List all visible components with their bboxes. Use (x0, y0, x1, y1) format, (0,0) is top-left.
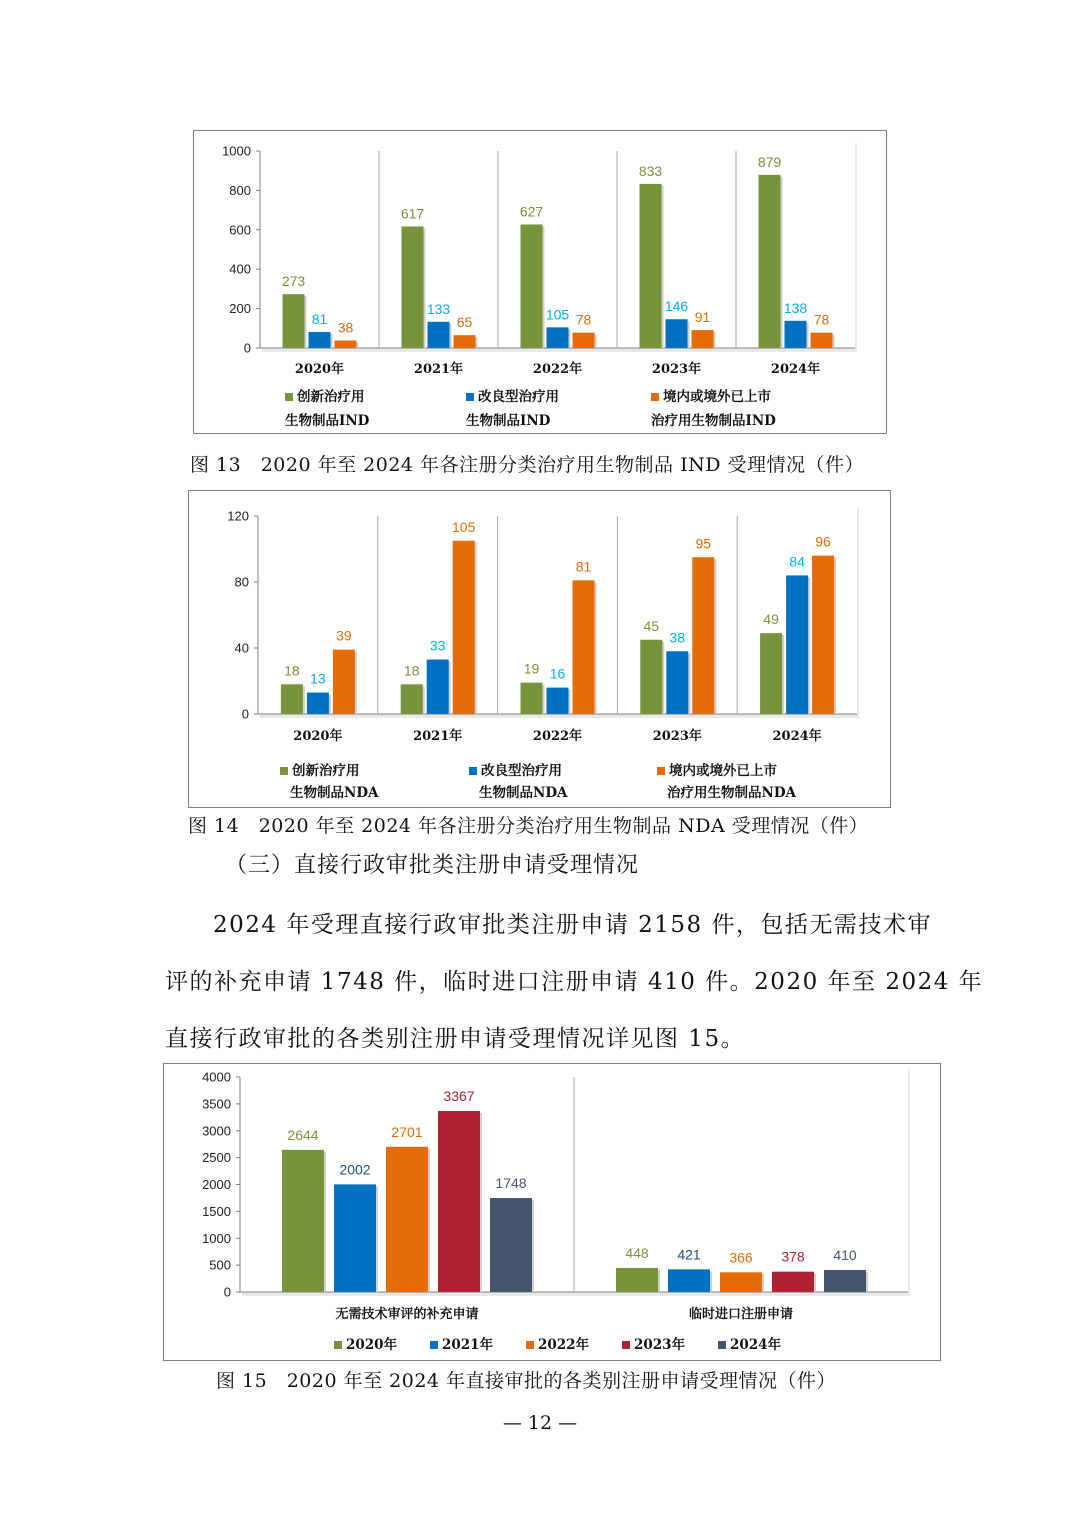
chart-14-legend-swatch (469, 767, 477, 775)
chart-14-data-label: 49 (763, 611, 779, 628)
chart-15-bar (282, 1150, 324, 1292)
chart-15-box (163, 1063, 941, 1361)
chart-15-legend-label: 2023年 (634, 1337, 686, 1353)
chart-13-data-label: 138 (783, 299, 808, 316)
chart-13-category-label: 2020年 (294, 362, 345, 377)
chart-15-y-tick-label: 1500 (202, 1203, 231, 1219)
chart-14-bar (786, 575, 808, 714)
chart-15-bar (772, 1272, 814, 1292)
chart-14-box (188, 490, 891, 808)
chart-13-bar (811, 333, 833, 348)
paragraph-line-2: 评的补充申请 1748 件，临时进口注册申请 410 件。2020 年至 2024 年 (165, 969, 984, 995)
chart-15-data-label: 448 (625, 1244, 649, 1261)
chart-13-y-tick-label: 200 (229, 301, 251, 317)
chart-14-data-label: 19 (523, 660, 540, 677)
chart-15-legend-swatch (526, 1341, 534, 1349)
chart-15-category-label: 无需技术审评的补充申请 (335, 1307, 479, 1322)
chart-13-bar (573, 333, 595, 348)
chart-13-legend-label: 创新治疗用 (297, 389, 365, 405)
chart-15-bar (668, 1269, 710, 1292)
chart-13-bar (666, 319, 688, 348)
chart-14-category-label: 2021年 (413, 729, 463, 744)
chart-14-category-label: 2022年 (532, 729, 583, 744)
chart-15-legend-swatch (334, 1341, 342, 1349)
chart-13-y-tick-label: 800 (229, 182, 251, 198)
chart-15-legend-label: 2022年 (538, 1337, 590, 1353)
chart-13-legend-swatch (285, 393, 293, 401)
chart-13-legend-label: 治疗用生物制品IND (651, 413, 776, 429)
chart-14-data-label: 18 (284, 662, 300, 679)
chart-13-data-label: 627 (519, 203, 544, 220)
chart-15-y-tick-label: 2500 (202, 1150, 231, 1166)
chart-15-bar (490, 1198, 532, 1292)
chart-13-y-tick-label: 0 (243, 340, 251, 356)
chart-15-y-tick-label: 0 (223, 1284, 231, 1300)
chart-14-y-tick-label: 120 (227, 508, 249, 524)
chart-13-legend-swatch (466, 393, 474, 401)
chart-14-data-label: 95 (695, 535, 712, 552)
chart-13-svg (194, 131, 886, 433)
chart-14-legend-label: 生物制品NDA (479, 785, 568, 801)
chart-14-bar (521, 683, 543, 714)
chart-13-legend-label: 改良型治疗用 (478, 389, 559, 405)
chart-13-data-label: 146 (664, 298, 689, 315)
chart-13-data-label: 38 (337, 319, 354, 336)
chart-14-data-label: 105 (452, 518, 476, 535)
chart-14-data-label: 18 (403, 662, 420, 679)
chart-13-bar (692, 330, 714, 348)
chart-14-data-label: 39 (336, 627, 352, 644)
chart-14-bar (760, 633, 782, 714)
chart-13-legend-label: 生物制品IND (285, 413, 370, 429)
chart-13-bar (640, 184, 662, 348)
chart-13-legend-swatch (651, 393, 659, 401)
chart-13-category-label: 2021年 (413, 362, 464, 377)
chart-13-bar (785, 321, 807, 348)
chart-14-bar (307, 693, 329, 714)
chart-14-bar (640, 640, 662, 714)
chart-14-data-label: 81 (575, 558, 592, 575)
chart-14-data-label: 84 (789, 553, 805, 570)
chart-13-category-label: 2024年 (770, 362, 821, 377)
chart-14-data-label: 16 (549, 665, 566, 682)
chart-14-svg (189, 491, 890, 807)
chart-13-caption: 图 13 2020 年至 2024 年各注册分类治疗用生物制品 IND 受理情况（件） (190, 454, 864, 476)
chart-13-data-label: 78 (813, 311, 830, 328)
chart-15-bar (438, 1111, 480, 1292)
chart-14-legend-swatch (657, 767, 665, 775)
chart-14-data-label: 33 (429, 637, 446, 654)
chart-15-category-label: 临时进口注册申请 (688, 1307, 794, 1322)
chart-15-y-tick-label: 3000 (202, 1123, 231, 1139)
chart-15-bar (386, 1147, 428, 1292)
chart-14-legend-label: 创新治疗用 (292, 763, 360, 779)
chart-14-y-tick-label: 0 (241, 706, 249, 722)
chart-13-data-label: 65 (456, 314, 473, 331)
chart-13-data-label: 105 (545, 306, 570, 323)
chart-14-legend-swatch (280, 767, 288, 775)
chart-13-bar (309, 332, 331, 348)
chart-15-bar (616, 1268, 658, 1292)
chart-13-data-label: 879 (757, 153, 782, 170)
chart-14-legend-label: 改良型治疗用 (481, 763, 562, 779)
chart-15-data-label: 2644 (287, 1126, 319, 1143)
chart-15-legend-swatch (430, 1341, 438, 1349)
chart-15-legend-label: 2021年 (442, 1337, 494, 1353)
chart-15-legend-swatch (622, 1341, 630, 1349)
chart-15-data-label: 410 (833, 1246, 857, 1263)
chart-13-y-tick-label: 400 (229, 261, 251, 277)
chart-15-y-tick-label: 1000 (202, 1230, 231, 1246)
chart-13-data-label: 833 (638, 162, 663, 179)
chart-14-data-label: 38 (669, 629, 686, 646)
chart-13-bar (428, 322, 450, 348)
chart-15-bar (334, 1184, 376, 1292)
chart-15-y-tick-label: 2000 (202, 1177, 231, 1192)
chart-13-category-label: 2022年 (532, 362, 583, 377)
chart-13-bar (521, 224, 543, 348)
chart-15-legend-label: 2024年 (730, 1337, 782, 1353)
section-subheading: （三）直接行政审批类注册申请受理情况 (225, 853, 640, 878)
chart-14-bar (573, 580, 595, 714)
paragraph-line-1: 2024 年受理直接行政审批类注册申请 2158 件，包括无需技术审 (213, 912, 932, 938)
chart-13-data-label: 617 (400, 205, 425, 222)
chart-13-bar (283, 294, 305, 348)
chart-14-legend-label: 治疗用生物制品NDA (667, 785, 797, 801)
chart-14-bar (333, 650, 355, 714)
chart-13-legend-label: 生物制品IND (466, 413, 551, 429)
chart-14-legend-label: 境内或境外已上市 (669, 763, 777, 779)
page-number: — 12 — (502, 1412, 578, 1434)
chart-14-caption: 图 14 2020 年至 2024 年各注册分类治疗用生物制品 NDA 受理情况（件） (188, 815, 869, 837)
paragraph-line-3: 直接行政审批的各类别注册申请受理情况详见图 15。 (165, 1026, 746, 1052)
chart-15-y-tick-label: 4000 (202, 1069, 231, 1085)
chart-14-category-label: 2023年 (652, 729, 702, 744)
chart-15-svg (164, 1064, 940, 1360)
chart-14-bar (401, 684, 423, 714)
chart-14-y-tick-label: 80 (234, 574, 249, 590)
chart-15-bar (824, 1270, 866, 1292)
chart-13-data-label: 78 (575, 311, 592, 328)
chart-13-bar (454, 335, 476, 348)
chart-13-category-label: 2023年 (651, 362, 702, 377)
chart-13-bar (759, 175, 781, 348)
chart-15-y-tick-label: 3500 (202, 1096, 231, 1112)
chart-15-data-label: 2002 (339, 1161, 371, 1178)
chart-13-bar (335, 341, 357, 348)
chart-13-data-label: 273 (281, 273, 306, 290)
chart-15-caption: 图 15 2020 年至 2024 年直接审批的各类别注册申请受理情况（件） (216, 1370, 837, 1392)
chart-14-bar (666, 651, 688, 714)
chart-14-bar (427, 660, 449, 714)
chart-13-y-tick-label: 1000 (222, 143, 251, 159)
chart-14-category-label: 2020年 (293, 729, 343, 744)
chart-14-data-label: 13 (310, 670, 326, 687)
chart-13-legend-label: 境内或境外已上市 (663, 389, 771, 405)
chart-15-y-tick-label: 500 (209, 1257, 231, 1273)
chart-15-bar (720, 1272, 762, 1292)
chart-14-bar (453, 541, 475, 714)
chart-13-y-tick-label: 600 (229, 222, 251, 238)
chart-14-category-label: 2024年 (772, 729, 822, 744)
chart-15-legend-label: 2020年 (346, 1337, 398, 1353)
chart-14-bar (812, 556, 834, 714)
chart-14-bar (281, 684, 303, 714)
chart-15-data-label: 1748 (495, 1175, 527, 1192)
chart-13-data-label: 81 (311, 311, 328, 328)
chart-15-data-label: 3367 (443, 1088, 475, 1105)
chart-14-data-label: 45 (643, 617, 660, 634)
chart-13-data-label: 91 (694, 309, 711, 326)
chart-14-bar (692, 557, 714, 714)
chart-14-y-tick-label: 40 (234, 640, 249, 656)
chart-15-data-label: 421 (677, 1246, 701, 1263)
chart-15-data-label: 378 (781, 1248, 805, 1265)
chart-15-data-label: 2701 (391, 1123, 423, 1140)
chart-13-box (193, 130, 887, 434)
chart-13-data-label: 133 (426, 300, 451, 317)
chart-13-bar (547, 327, 569, 348)
chart-14-legend-label: 生物制品NDA (290, 785, 379, 801)
chart-14-bar (547, 688, 569, 714)
chart-15-data-label: 366 (729, 1249, 753, 1266)
chart-13-bar (402, 226, 424, 348)
chart-14-data-label: 96 (815, 533, 831, 550)
chart-15-legend-swatch (718, 1341, 726, 1349)
